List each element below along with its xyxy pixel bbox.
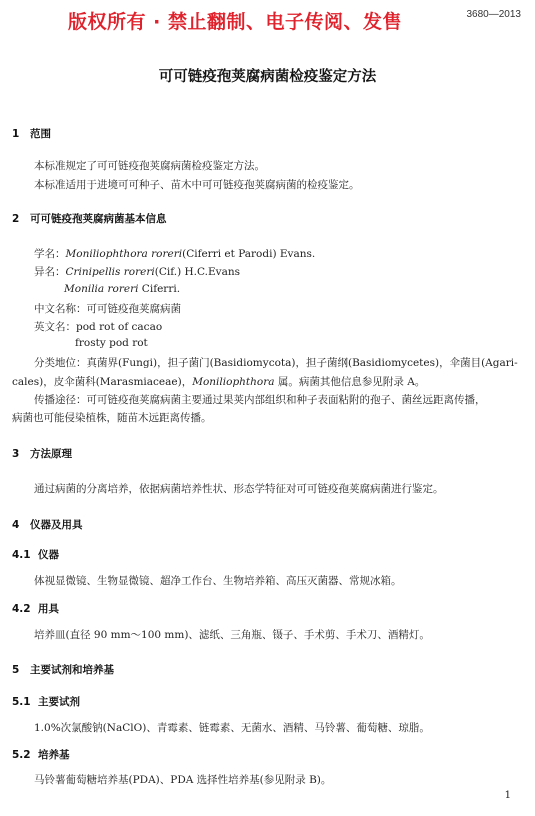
label: 学名： [34,248,66,260]
paragraph: 本标准适用于进境可可种子、苗木中可可链疫孢荚腐病菌的检疫鉴定。 [34,179,360,191]
english-name-line-2: frosty pod rot [75,337,148,349]
paragraph: 1.0%次氯酸钠(NaClO)、青霉素、链霉素、无菌水、酒精、马铃薯、葡萄糖、琼脂。 [34,722,430,734]
paragraph: 体视显微镜、生物显微镜、超净工作台、生物培养箱、高压灭菌器、常规冰箱。 [34,575,402,587]
section-5-heading [12,662,114,677]
subsection-5-2-heading [12,747,70,762]
authority: Ciferri. [138,283,181,295]
section-number: 5.1 [12,696,31,708]
english-name-line [34,319,162,334]
synonym-line [34,264,240,279]
paragraph: 本标准规定了可可链疫孢荚腐病菌检疫鉴定方法。 [34,160,265,172]
latin-name: Moniliophthora roreri [65,248,183,260]
document-number: 3680—2013 [466,9,521,20]
subsection-4-1-heading [12,547,59,562]
section-title: 范围 [30,128,51,140]
chinese-name-line: 中文名称：可可链疫孢荚腐病菌 [34,303,181,315]
section-title: 方法原理 [30,448,72,460]
section-title: 培养基 [38,749,70,761]
section-number: 1 [12,128,20,140]
section-title: 用具 [38,603,59,615]
text: 属。病菌其他信息参见附录 A。 [274,376,426,388]
taxonomy-line-2 [12,374,425,389]
section-title: 仪器 [38,549,59,561]
paragraph: 通过病菌的分离培养，依据病菌培养性状、形态学特征对可可链疫孢荚腐病菌进行鉴定。 [34,483,444,495]
synonym-line-2 [64,283,180,295]
section-2-heading [12,211,167,226]
section-3-heading [12,446,72,461]
section-number: 4.1 [12,549,31,561]
taxonomy-line: 分类地位：真菌界(Fungi)，担子菌门(Basidiomycota)，担子菌纲(Basidiomycetes)，伞菌目(Agari- [34,357,518,369]
watermark-banner: 版权所有 · 禁止翻制、电子传阅、发售 [68,11,402,33]
section-title: 可可链疫孢荚腐病菌基本信息 [30,213,167,225]
scientific-name-line [34,246,315,261]
label: 英文名： [34,321,76,333]
subsection-5-1-heading [12,694,80,709]
section-number: 4.2 [12,603,31,615]
section-number: 3 [12,448,20,460]
section-number: 5 [12,664,20,676]
paragraph: 马铃薯葡萄糖培养基(PDA)、PDA 选择性培养基(参见附录 B)。 [34,774,332,786]
section-number: 2 [12,213,20,225]
subsection-4-2-heading [12,601,59,616]
latin-name: Monilia roreri [64,283,139,295]
section-title: 主要试剂 [38,696,80,708]
section-title: 主要试剂和培养基 [30,664,114,676]
latin-name: Moniliophthora [192,376,275,388]
pathway-line: 传播途径：可可链疫孢荚腐病菌主要通过果荚内部组织和种子表面粘附的孢子、菌丝远距离传播， [34,394,486,406]
section-title: 仪器及用具 [30,519,83,531]
paragraph: 培养皿(直径 90 mm～100 mm)、滤纸、三角瓶、镊子、手术剪、手术刀、酒精灯。 [34,629,430,641]
english-name: pod rot of cacao [76,321,163,333]
authority: (Cif.) H.C.Evans [154,266,241,278]
text: cales)，皮伞菌科(Marasmiaceae)， [12,376,193,388]
section-1-heading [12,126,51,141]
section-4-heading [12,517,83,532]
authority: (Ciferri et Parodi) Evans. [182,248,316,260]
latin-name: Crinipellis roreri [65,266,155,278]
section-number: 4 [12,519,20,531]
page-number: 1 [504,790,511,801]
section-number: 5.2 [12,749,31,761]
document-title: 可可链疫孢荚腐病菌检疫鉴定方法 [158,69,377,85]
pathway-line-2: 病菌也可能侵染植株，随苗木远距离传播。 [12,412,212,424]
label: 异名： [34,266,66,278]
